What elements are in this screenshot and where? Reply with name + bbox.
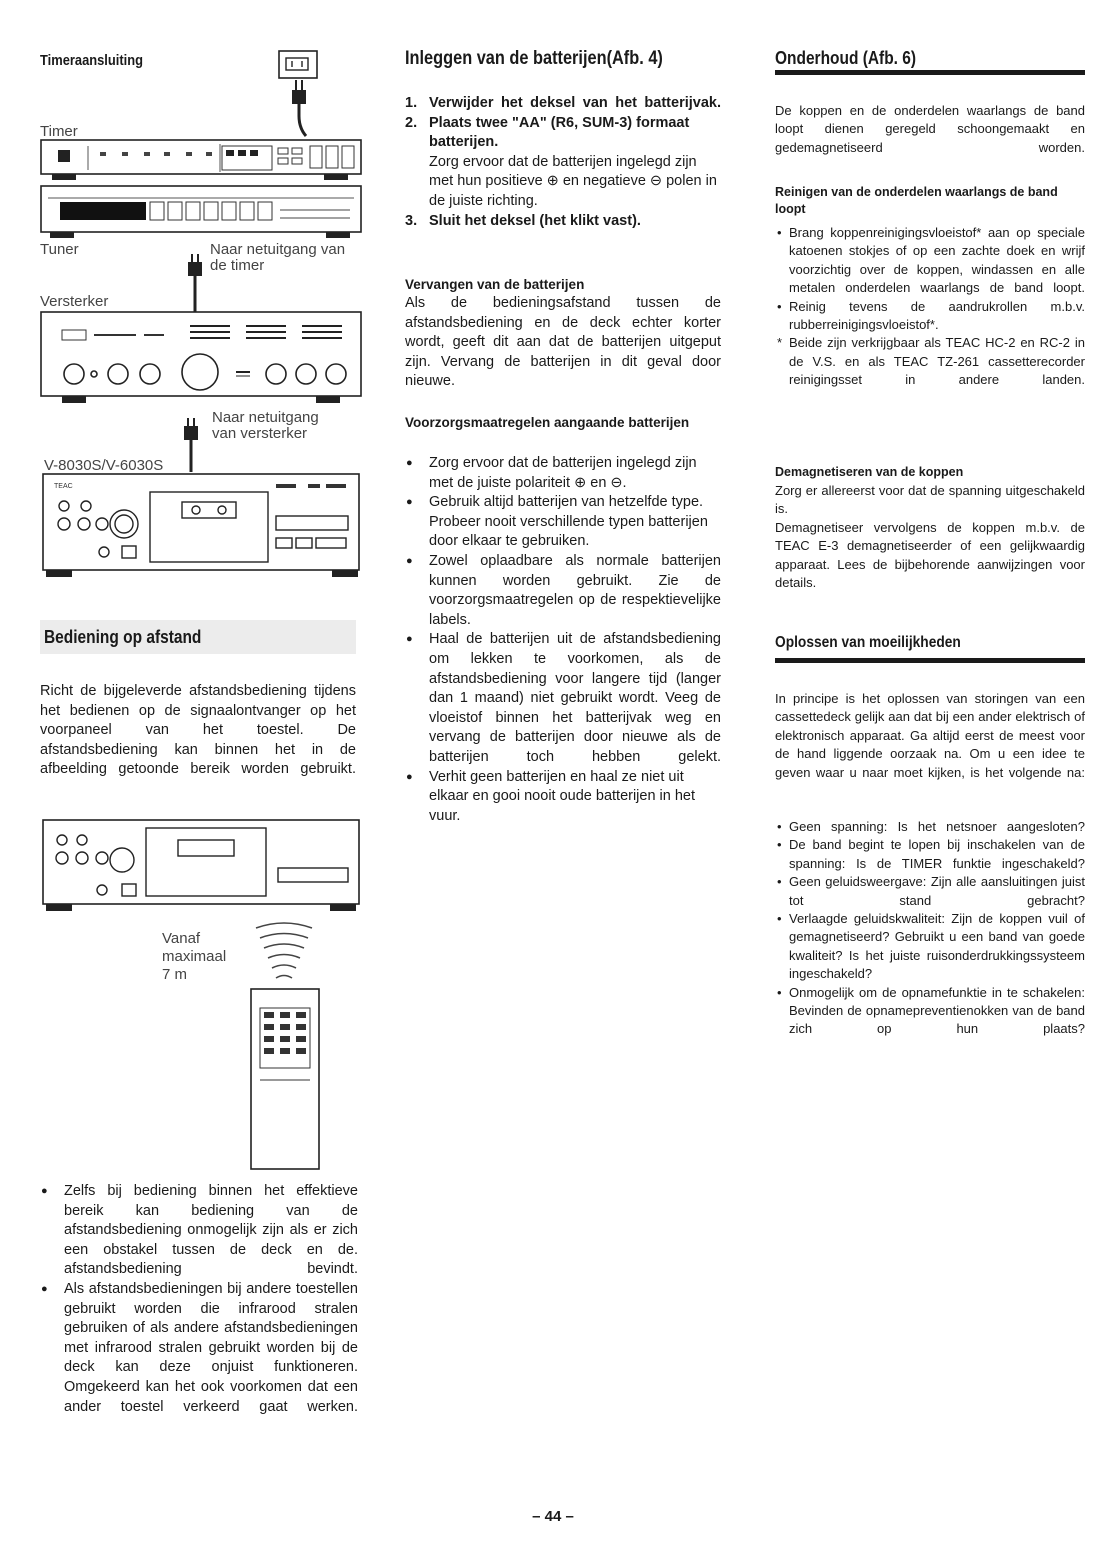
battery-step <box>405 94 721 114</box>
remote-intro-text: Richt de bijgeleverde afstandsbediening tijdens het bedienen op de signaalontvanger op het voorpaneel van het toestel. De afstandsbediening kan binnen het in de afbeelding getoonde bereik worden gebruikt. <box>40 683 356 778</box>
battery-steps <box>405 94 721 231</box>
tuner-device <box>40 184 362 242</box>
to-amplifier-outlet-label: Naar netuitgang van versterker <box>212 409 319 442</box>
remote-control-icon <box>250 988 322 1172</box>
step-number: 3. <box>405 212 418 229</box>
power-plug-icon <box>184 254 214 314</box>
battery-step <box>405 114 721 212</box>
infrared-waves-icon <box>248 920 318 990</box>
battery-heading: Inleggen van de batterijen(Afb. 4) <box>405 48 663 69</box>
step-text: Zorg ervoor dat de batterijen ingelegd zijn met hun positieve ⊕ en negatieve ⊖ polen in de juiste richting. <box>429 153 717 209</box>
heading-rule <box>775 70 1085 75</box>
troubleshooting-list <box>775 818 1085 1039</box>
precaution-item: ● Haal de batterijen uit de afstandsbediening om lekken te voorkomen, als de afstandsbediening voor langere tijd (langer dan 1 maand) niet gebruikt wordt. Veeg de vloeistof binnen het batterijvak weg en vervang de batterijen door nieuwe als de batterijen toch hebben gelekt. <box>405 630 721 767</box>
timer-device <box>40 138 362 182</box>
note-asterisk: * <box>777 335 783 351</box>
battery-step <box>405 212 721 232</box>
troubleshooting-intro: In principe is het oplossen van storingen van een cassettedeck gelijk aan dat bij een ander elektrisch of elektronisch apparaat. Ga altijd eerst de meest voor de hand liggende oorzaak na. Om u een idee te geven waar u naar moet kijken, is het volgende na: <box>775 691 1085 780</box>
trouble-item: • De band begint te lopen bij inschakelen van de spanning: Is de TIMER funktie ingeschakeld? <box>775 836 1085 873</box>
step-title: Plaats twee "AA" (R6, SUM-3) formaat batterijen. <box>429 114 690 151</box>
brand-logo: TEAC <box>54 483 73 490</box>
demagnetize-para-2: Demagnetiseer vervolgens de koppen m.b.v. de TEAC E-3 demagnetiseerder of een gelijkwaardig apparaat. Lees de bijbehorende aanwijzingen voor details. <box>775 519 1085 591</box>
wall-outlet-icon <box>278 50 320 80</box>
precaution-item: ● Gebruik altijd batterijen van hetzelfde type. Probeer nooit verschillende typen batterijen door elkaar te gebruiken. <box>405 493 721 552</box>
precaution-item: ● Zorg ervoor dat de batterijen ingelegd zijn met de juiste polariteit ⊕ en ⊖. <box>405 454 721 493</box>
model-label: V-8030S/V-6030S <box>44 457 164 474</box>
tuner-label: Tuner <box>40 241 79 258</box>
replace-batteries-text: Als de bedieningsafstand tussen de afstandsbediening en de deck echter korter wordt, geeft dit aan dat de batterijen uitgeput zijn. Vervang de batterijen in dit geval door nieuwe. <box>405 295 721 390</box>
demagnetize-para-1: Zorg er allereerst voor dat de spanning uitgeschakeld is. <box>775 483 1085 517</box>
battery-precautions <box>405 454 721 826</box>
cleaning-item: • Reinig tevens de aandrukrollen m.b.v. rubberreinigingsvloeistof*. <box>775 298 1085 335</box>
maintenance-intro: De koppen en de onderdelen waarlangs de band loopt dienen geregeld schoongemaakt en gedemagnetiseerd worden. <box>775 103 1085 155</box>
range-label: Vanaf maximaal 7 m <box>162 930 227 983</box>
power-plug-icon <box>288 80 318 138</box>
remote-note-item: ● Als afstandsbedieningen bij andere toestellen gebruikt worden die infrarood stralen gebruiken of als andere afstandsbedieningen met infrarood stralen gebruikt worden bij de deck kan deze onjuist funktioneren. Omgekeerd kan het ook voorkomen dat een ander toestel verkeerd gaat werken. <box>40 1280 358 1417</box>
remote-control-heading: Bediening op afstand <box>44 627 202 647</box>
cleaning-note <box>775 334 1085 389</box>
cleaning-list <box>775 224 1085 390</box>
trouble-item: • Onmogelijk om de opnamefunktie in te schakelen: Bevinden de opnamepreventienokken van de band zich op hun plaats? <box>775 984 1085 1039</box>
demagnetize-text <box>775 482 1085 592</box>
demagnetize-heading: Demagnetiseren van de koppen <box>775 465 964 479</box>
replace-batteries-heading: Vervangen van de batterijen <box>405 277 585 292</box>
heading-rule <box>775 658 1085 663</box>
timer-connection-heading: Timeraansluiting <box>40 52 143 69</box>
timer-label: Timer <box>40 123 78 140</box>
page-number: – 44 – <box>532 1508 574 1525</box>
precaution-item: ● Zowel oplaadbare als normale batterijen kunnen worden gebruikt. Zie de voorzorgsmaatregelen op de respektievelijke labels. <box>405 552 721 630</box>
cassette-deck-device-2 <box>42 818 362 928</box>
to-timer-outlet-label: Naar netuitgang van de timer <box>210 241 346 274</box>
amplifier-device <box>40 310 362 408</box>
step-number: 1. <box>405 95 418 111</box>
note-text: Beide zijn verkrijgbaar als TEAC HC-2 en RC-2 in de V.S. en als TEAC TZ-261 cassetterecorder reinigingsset in andere landen. <box>789 335 1085 388</box>
step-title: Sluit het deksel (het klikt vast). <box>429 212 641 229</box>
cleaning-heading: Reinigen van de onderdelen waarlangs de band loopt <box>775 185 1058 216</box>
trouble-item: • Verlaagde geluidskwaliteit: Zijn de koppen vuil of gemagnetiseerd? Gebruikt u een band van goede kwaliteit? Is het juiste ruisonderdrukkingssysteem ingeschakeld? <box>775 910 1085 984</box>
step-title: Verwijder het deksel van het batterijvak. <box>429 95 721 111</box>
step-number: 2. <box>405 114 418 131</box>
maintenance-heading: Onderhoud (Afb. 6) <box>775 48 917 68</box>
remote-notes <box>40 1182 358 1417</box>
power-plug-icon <box>180 418 210 474</box>
cleaning-item: • Brang koppenreinigingsvloeistof* aan op speciale katoenen stokjes of op een zachte doek en wrijf voorzichtig over de koppen, windassen en alle metalen onderdelen waarlangs de band loopt. <box>775 224 1085 298</box>
amplifier-label: Versterker <box>40 293 109 310</box>
remote-note-item: ● Zelfs bij bediening binnen het effektieve bereik kan bediening van de afstandsbediening onmogelijk zijn als er zich een obstakel tussen de deck en de. afstandsbediening bevindt. <box>40 1182 358 1280</box>
battery-precautions-heading: Voorzorgsmaatregelen aangaande batterijen <box>405 415 690 430</box>
trouble-item: • Geen geluidsweergave: Zijn alle aansluitingen juist tot stand gebracht? <box>775 873 1085 910</box>
troubleshooting-heading: Oplossen van moeilijkheden <box>775 634 961 651</box>
precaution-item: ● Verhit geen batterijen en haal ze niet uit elkaar en gooi nooit oude batterijen in het vuur. <box>405 768 721 827</box>
cassette-deck-device <box>42 472 362 582</box>
trouble-item: • Geen spanning: Is het netsnoer aangesloten? <box>775 818 1085 836</box>
